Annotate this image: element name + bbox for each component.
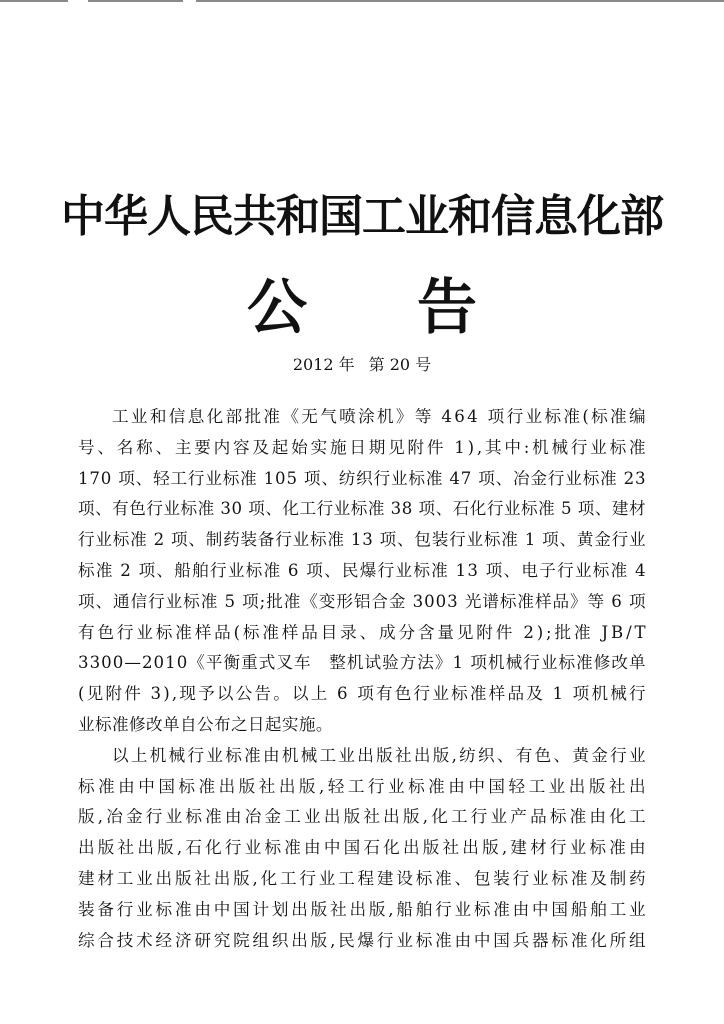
text-line: (见附件 3),现予以公告。以上 6 项有色行业标准样品及 1 项机械行 [78, 684, 648, 704]
document-number [0, 352, 724, 375]
text-line: 综合技术经济研究院组织出版,民爆行业标准由中国兵器标准化所组 [78, 930, 649, 950]
scan-edge-mark [88, 0, 183, 2]
text-line: 建材工业出版社出版,化工行业工程建设标准、包装行业标准及制药 [78, 868, 649, 888]
announcement-body [78, 402, 650, 956]
text-line: 项、有色行业标准 30 项、化工行业标准 38 项、石化行业标准 5 项、建材 [78, 499, 647, 519]
text-line: 版,冶金行业标准由冶金工业出版社出版,化工行业产品标准由化工 [78, 807, 649, 827]
text-line: 号、名称、主要内容及起始实施日期见附件 1),其中:机械行业标准 [78, 437, 649, 457]
paragraph-1 [78, 402, 649, 741]
text-line: 标准由中国标准出版社出版,轻工行业标准由中国轻工业出版社出 [78, 776, 650, 796]
announcement-heading [0, 260, 724, 346]
document-serial: 第 20 号 [368, 355, 432, 374]
text-line: 170 项、轻工行业标准 105 项、纺织行业标准 47 项、冶金行业标准 23 [78, 468, 647, 488]
text-line: 标准 2 项、船舶行业标准 6 项、民爆行业标准 13 项、电子行业标准 4 [78, 560, 647, 580]
text-line: 项、通信行业标准 5 项;批准《变形铝合金 3003 光谱标准样品》等 6 项 [78, 591, 647, 611]
announcement-char-gong: 公 [247, 273, 307, 343]
text-line: 工业和信息化部批准《无气喷涂机》等 464 项行业标准(标准编 [112, 407, 648, 426]
document-year: 2012 年 [292, 355, 355, 374]
scan-edge-mark [0, 0, 68, 2]
text-line: 有色行业标准样品(标准样品目录、成分含量见附件 2);批准 JB/T [78, 622, 649, 642]
ministry-title: 中华人民共和国工业和信息化部 [61, 191, 663, 242]
text-line: 出版社出版,石化行业标准由中国石化出版社出版,建材行业标准由 [78, 838, 649, 858]
text-line: 以上机械行业标准由机械工业出版社出版,纺织、有色、黄金行业 [112, 745, 648, 765]
text-line: 行业标准 2 项、制药装备行业标准 13 项、包装行业标准 1 项、黄金行业 [78, 530, 647, 550]
text-line: 业标准修改单自公布之日起实施。 [78, 714, 333, 734]
scan-edge-mark [196, 0, 724, 2]
paragraph-2 [78, 741, 650, 957]
text-line: 3300—2010《平衡重式叉车 整机试验方法》1 项机械行业标准修改单 [78, 653, 647, 673]
text-line: 装备行业标准由中国计划出版社出版,船舶行业标准由中国船舶工业 [78, 899, 649, 919]
announcement-char-gao: 告 [417, 273, 477, 343]
